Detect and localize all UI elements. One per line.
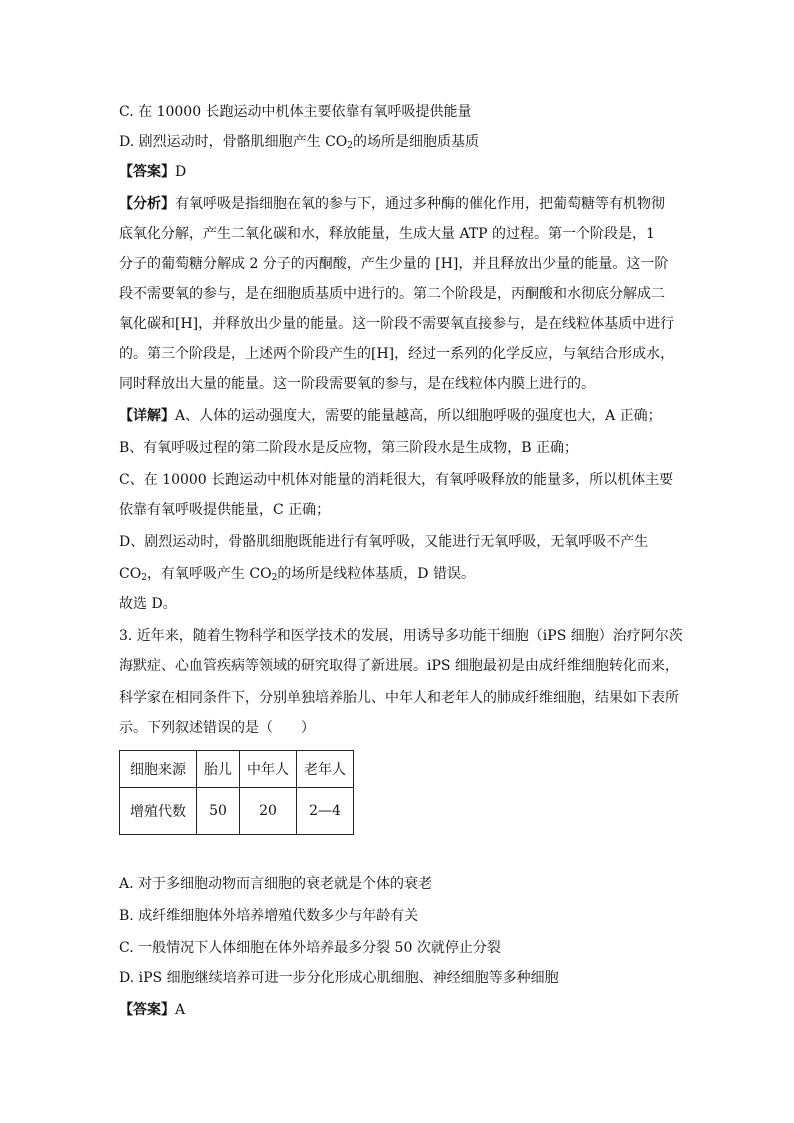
table-header-cell: 老年人: [297, 751, 354, 788]
q3-option-d: D. iPS 细胞继续培养可进一步分化形成心肌细胞、神经细胞等多种细胞: [119, 970, 559, 986]
q3-stem-line-2: 海默症、心血管疾病等领域的研究取得了新进展。iPS 细胞最初是由成纤维细胞转化而来，: [119, 658, 679, 674]
q3-option-a: A. 对于多细胞动物而言细胞的衰老就是个体的衰老: [119, 876, 433, 892]
answer-line: [119, 162, 186, 182]
table-header-row: [120, 751, 354, 788]
analysis-line-6: 的。第三个阶段是，上述两个阶段产生的[H]，经过一系列的化学反应，与氧结合形成水，: [119, 346, 675, 362]
option-c: C. 在 10000 长跑运动中机体主要依靠有氧呼吸提供能量: [119, 104, 472, 120]
analysis-line-1: 【分析】有氧呼吸是指细胞在氧的参与下，通过多种酶的催化作用，把葡萄糖等有机物彻: [119, 196, 665, 212]
analysis-line-3: 分子的葡萄糖分解成 2 分子的丙酮酸，产生少量的 [H]，并且释放出少量的能量。这一阶: [119, 256, 669, 272]
q3-stem-line-4: 示。下列叙述错误的是（ ）: [119, 720, 315, 736]
option-d-sub: 2: [347, 141, 353, 151]
detail-line-c1: C、在 10000 长跑运动中机体对能量的消耗很大，有氧呼吸释放的能量多，所以机体主要: [119, 472, 674, 488]
analysis-line-4: 段不需要氧的参与，是在细胞质基质中进行的。第二个阶段是，丙酮酸和水彻底分解成二: [119, 286, 665, 302]
detail-tag: 【详解】: [119, 408, 175, 424]
q3-option-b: B. 成纤维细胞体外培养增殖代数多少与年龄有关: [119, 908, 419, 924]
analysis-line-2: 底氧化分解，产生二氧化碳和水，释放能量，生成大量 ATP 的过程。第一个阶段是，1: [119, 226, 655, 242]
analysis-tag: 【分析】: [119, 196, 175, 212]
analysis-line-7: 同时释放出大量的能量。这一阶段需要氧的参与，是在线粒体内膜上进行的。: [119, 376, 595, 392]
option-d-pre: D. 剧烈运动时，骨骼肌细胞产生 CO: [119, 134, 348, 150]
table-cell: 增殖代数: [120, 788, 197, 835]
cell-proliferation-table: [119, 750, 354, 835]
answer-value: D: [175, 164, 187, 180]
detail-line-c2: 依靠有氧呼吸提供能量，C 正确；: [119, 502, 331, 518]
detail-line-b: B、有氧呼吸过程的第二阶段水是反应物，第三阶段水是生成物，B 正确；: [119, 440, 579, 456]
analysis-line-5: 氧化碳和[H]，并释放出少量的能量。这一阶段不需要氧直接参与，是在线粒体基质中进行: [119, 316, 675, 332]
table-cell: 20: [240, 788, 297, 835]
table-row: [120, 788, 354, 835]
table-header-cell: 胎儿: [197, 751, 240, 788]
q3-answer-tag: 【答案】: [119, 1002, 175, 1018]
q3-stem-line-1: 3. 近年来，随着生物科学和医学技术的发展，用诱导多功能干细胞（iPS 细胞）治疗阿尔茨: [119, 628, 683, 644]
conclusion-line: 故选 D。: [119, 596, 177, 612]
table-cell: 50: [197, 788, 240, 835]
detail-line-d2: $CO_2$，有氧呼吸产生 $CO_2$的场所是线粒体基质，D 错误。: [119, 566, 475, 583]
table-header-cell: 细胞来源: [120, 751, 197, 788]
table-cell: 2—4: [297, 788, 354, 835]
table-header-cell: 中年人: [240, 751, 297, 788]
q3-answer-line: [119, 1000, 185, 1020]
q3-answer-value: A: [175, 1002, 186, 1018]
detail-line-a: 【详解】A、人体的运动强度大，需要的能量越高，所以细胞呼吸的强度也大，A 正确；: [119, 408, 662, 424]
detail-line-d1: D、剧烈运动时，骨骼肌细胞既能进行有氧呼吸，又能进行无氧呼吸，无氧呼吸不产生: [119, 534, 649, 550]
option-d: [119, 132, 479, 152]
answer-tag: 【答案】: [119, 164, 175, 180]
q3-stem-line-3: 科学家在相同条件下，分别单独培养胎儿、中年人和老年人的肺成纤维细胞，结果如下表所: [119, 690, 679, 706]
option-d-post: 的场所是细胞质基质: [353, 134, 479, 150]
q3-option-c: C. 一般情况下人体细胞在体外培养最多分裂 50 次就停止分裂: [119, 940, 501, 956]
